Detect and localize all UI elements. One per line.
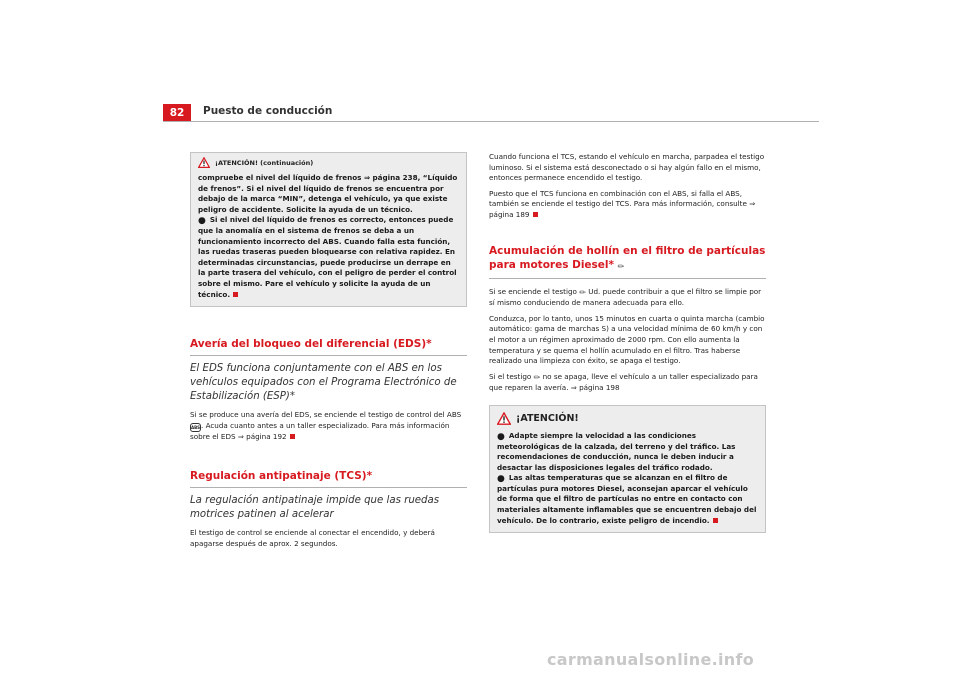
dpf-paragraph-1 [489, 287, 766, 309]
right-column [489, 152, 766, 533]
eds-text-before-icon: Si se produce una avería del EDS, se enciende el testigo de control del ABS [190, 410, 462, 420]
warning-bullet-item [497, 473, 758, 526]
warning-triangle-icon [497, 412, 511, 425]
warning-paragraph: compruebe el nivel del líquido de frenos ⇒ página 238, “Líquido de frenos”. Si el nivel del líquido de frenos se encuentra por debajo de la marca “MIN”, detenga el vehículo, ya que existe peligro de accidente. Solicite la ayuda de un técnico. [198, 173, 458, 214]
warning-heading: ¡ATENCIÓN! [516, 412, 579, 424]
warning-box-continued [190, 152, 467, 307]
section-subtitle-eds: El EDS funciona conjuntamente con el ABS en los vehículos equipados con el Programa Electrónico de Estabilización (ESP)* [190, 363, 457, 403]
dpf-para3-before: Si el testigo [489, 371, 532, 381]
warning-bullet-text: Si el nivel del líquido de frenos es correcto, entonces puede que la anomalía en el sistema de frenos se deba a un funcionamiento incorrecto del ABS. Cuando falla esta función, las ruedas traseras pueden bloquearse con relativa rapidez. En determinadas circunstancias, puede producirse un derrape en la parte trasera del vehículo, con el peligro de perder el control sobre el mismo. Pare el vehículo y solicite la ayuda de un técnico. [198, 215, 457, 299]
dpf-paragraph-3 [489, 372, 766, 394]
end-of-section-square-icon [533, 212, 538, 217]
dpf-paragraph-2: Conduzca, por lo tanto, unos 15 minutos en cuarta o quinta marcha (cambio automático: gama de marchas S) a una velocidad mínima de 60 km/h y con el motor a un régimen aproximado de 2000 rpm. Con ello aumenta la temperatura y se quema el hollín acumulado en el filtro. Tras haberse realizado una limpieza con éxito, se apaga el testigo. [489, 313, 765, 366]
end-of-section-square-icon [713, 518, 718, 523]
warning-heading-continued: ¡ATENCIÓN! (continuación) [215, 158, 314, 167]
dpf-para1-after: Ud. puede contribuir a que el filtro se limpie por sí mismo conduciendo de manera adecuada para ello. [489, 286, 762, 308]
diesel-particulate-filter-icon: ✏ [617, 261, 625, 271]
section-title-tcs: Regulación antipatinaje (TCS)* [190, 469, 467, 488]
warning-bullet-text: Adapte siempre la velocidad a las condiciones meteorológicas de la calzada, del terreno y del tráfico. Las recomendaciones de conducción, nunca le deben inducir a desactar las disposiciones legales del tráfico rodado. [497, 430, 736, 472]
diesel-particulate-filter-icon: ✏ [533, 372, 541, 382]
warning-triangle-icon [198, 157, 210, 168]
bullet-icon: ● [497, 474, 505, 485]
abs-warning-light-icon: ABS [191, 424, 201, 430]
section-subtitle-tcs: La regulación antipatinaje impide que las ruedas motrices patinen al acelerar [190, 495, 440, 521]
page-header-title: Puesto de conducción [203, 105, 333, 117]
site-watermark: carmanualsonline.info [547, 650, 755, 669]
tcs-body-text: El testigo de control se enciende al conectar el encendido, y deberá apagarse después de aprox. 2 segundos. [190, 528, 435, 548]
section-title-eds: Avería del bloqueo del diferencial (EDS)* [190, 337, 467, 356]
section-title-dpf [489, 244, 766, 279]
end-of-section-square-icon [233, 292, 238, 297]
tcs-paragraph-1: Cuando funciona el TCS, estando el vehículo en marcha, parpadea el testigo luminoso. Si el sistema está desconectado o si hay algún fallo en el mismo, entonces permanece encendido el testigo. [489, 152, 765, 183]
warning-heading-row [497, 412, 758, 425]
bullet-icon: ● [198, 216, 206, 227]
header-divider [163, 121, 819, 122]
section-title-dpf-text: Acumulación de hollín en el filtro de partículas para motores Diesel* [489, 244, 766, 271]
bullet-icon: ● [497, 431, 505, 442]
dpf-para3-after: no se apaga, lleve el vehículo a un taller especializado para que reparen la avería. ⇒ página 198 [489, 371, 758, 393]
dpf-para1-before: Si se enciende el testigo [489, 286, 577, 296]
page-number: 82 [163, 104, 191, 121]
warning-bullet-text: Las altas temperaturas que se alcanzan en el filtro de partículas pura motores Diesel, aconsejan aparcar el vehículo de forma que el filtro de partículas no entre en contacto con materiales altamente inflamables que se encuentren debajo del vehículo. De lo contrario, existe peligro de incendio. [497, 473, 757, 525]
warning-bullet-item [497, 431, 758, 473]
warning-box [489, 405, 766, 533]
warning-heading-row [198, 157, 459, 168]
eds-text-after-icon: . Acuda cuanto antes a un taller especializado. Para más información sobre el EDS ⇒ página 192 [190, 420, 450, 441]
eds-body-text [190, 410, 467, 442]
end-of-section-square-icon [290, 434, 295, 439]
diesel-particulate-filter-icon: ✏ [579, 287, 586, 297]
tcs-paragraph-2-text: Puesto que el TCS funciona en combinación con el ABS, si falla el ABS, también se enciende el testigo del TCS. Para más información, consulte ⇒ página 189 [489, 188, 756, 219]
tcs-paragraph-2 [489, 189, 766, 221]
warning-bullet-item [198, 215, 459, 300]
left-column [190, 152, 467, 555]
